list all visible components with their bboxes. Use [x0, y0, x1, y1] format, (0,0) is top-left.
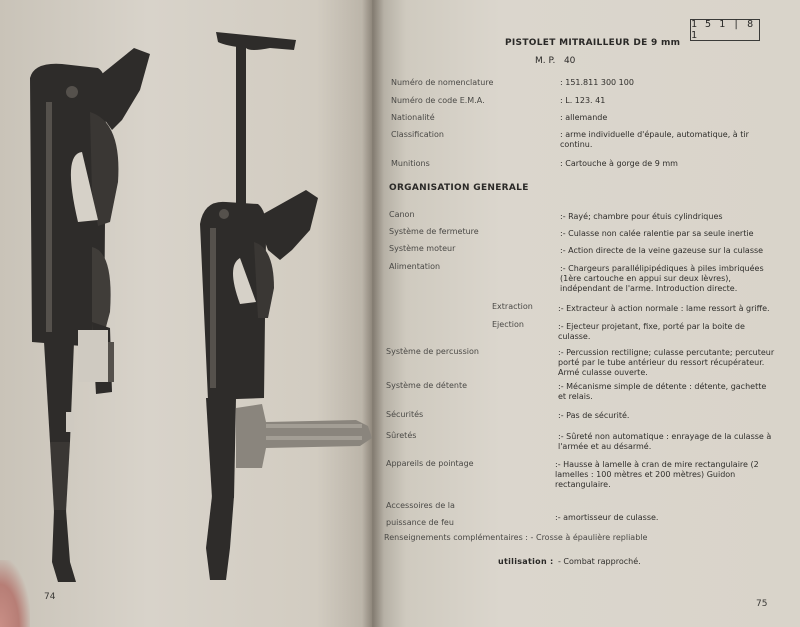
field-label: Canon — [389, 210, 415, 219]
field-label: Système de fermeture — [389, 227, 479, 236]
field-label: Numéro de nomenclature — [391, 78, 494, 87]
field-label: Nationalité — [391, 113, 435, 122]
utilisation-value: - Combat rapproché. — [558, 557, 641, 566]
field-label: Système de percussion — [386, 347, 479, 356]
field-label: Classification — [391, 130, 444, 139]
page-number-left: 74 — [44, 592, 56, 602]
model-designation: M. P. 40 — [535, 56, 576, 66]
field-value: : L. 123. 41 — [560, 96, 606, 105]
field-label: Sécurités — [386, 410, 424, 419]
page-number-right: 75 — [756, 599, 768, 609]
field-label: Appareils de pointage — [386, 459, 474, 468]
field-value: : allemande — [560, 113, 608, 122]
field-value: :- Percussion rectiligne; culasse percutante; percuteur porté par le tube antérieur du ressort récupérateur. Armé culasse ouverte. — [558, 348, 775, 377]
field-value: :- Pas de sécurité. — [558, 411, 630, 420]
page-title: PISTOLET MITRAILLEUR DE 9 mm — [505, 38, 681, 48]
field-label: Munitions — [391, 159, 430, 168]
renseignements-line: Renseignements complémentaires : - Crosse à épaulière repliable — [384, 533, 648, 542]
field-label: Alimentation — [389, 262, 441, 271]
field-value: :- Action directe de la veine gazeuse sur la culasse — [560, 246, 764, 255]
field-label: Ejection — [492, 320, 524, 329]
field-label: Extraction — [492, 302, 533, 311]
field-value: :- Chargeurs parallélipipédiques à piles imbriquées (1ère cartouche en appui sur deux lèvres), indépendant de l'arme. Introduction directe. — [560, 264, 764, 293]
nomenclature-code-box: 1 5 1 | 8 1 — [690, 19, 760, 41]
utilisation-label: utilisation : — [498, 557, 554, 566]
field-label: Système de détente — [386, 381, 468, 390]
field-value: : 151.811 300 100 — [560, 78, 634, 87]
field-value: : arme individuelle d'épaule, automatique, à tir continu. — [560, 130, 749, 149]
field-value: :- Mécanisme simple de détente : détente, gachette et relais. — [558, 382, 767, 401]
field-label: Accessoires de la puissance de feu — [386, 501, 455, 527]
field-value: :- Hausse à lamelle à cran de mire rectangulaire (2 lamelles : 100 mètres et 200 mètres) Guidon rectangulaire. — [555, 460, 759, 489]
field-value: : Cartouche à gorge de 9 mm — [560, 159, 678, 168]
field-value: :- amortisseur de culasse. — [555, 513, 659, 522]
field-value: :- Culasse non calée ralentie par sa seule inertie — [560, 229, 754, 238]
field-label: Sûretés — [386, 431, 417, 440]
field-label: Numéro de code E.M.A. — [391, 96, 485, 105]
field-value: :- Extracteur à action normale : lame ressort à griffe. — [558, 304, 770, 313]
gun-photo-folded — [22, 42, 172, 587]
section-heading: ORGANISATION GENERALE — [389, 183, 529, 193]
field-value: :- Ejecteur projetant, fixe, porté par la boite de culasse. — [558, 322, 745, 341]
field-label: Système moteur — [389, 244, 456, 253]
field-value: :- Sûreté non automatique : enrayage de la culasse à l'armée et au désarmé. — [558, 432, 772, 451]
field-value: :- Rayé; chambre pour étuis cylindriques — [560, 212, 723, 221]
gun-photo-extended — [196, 28, 376, 588]
